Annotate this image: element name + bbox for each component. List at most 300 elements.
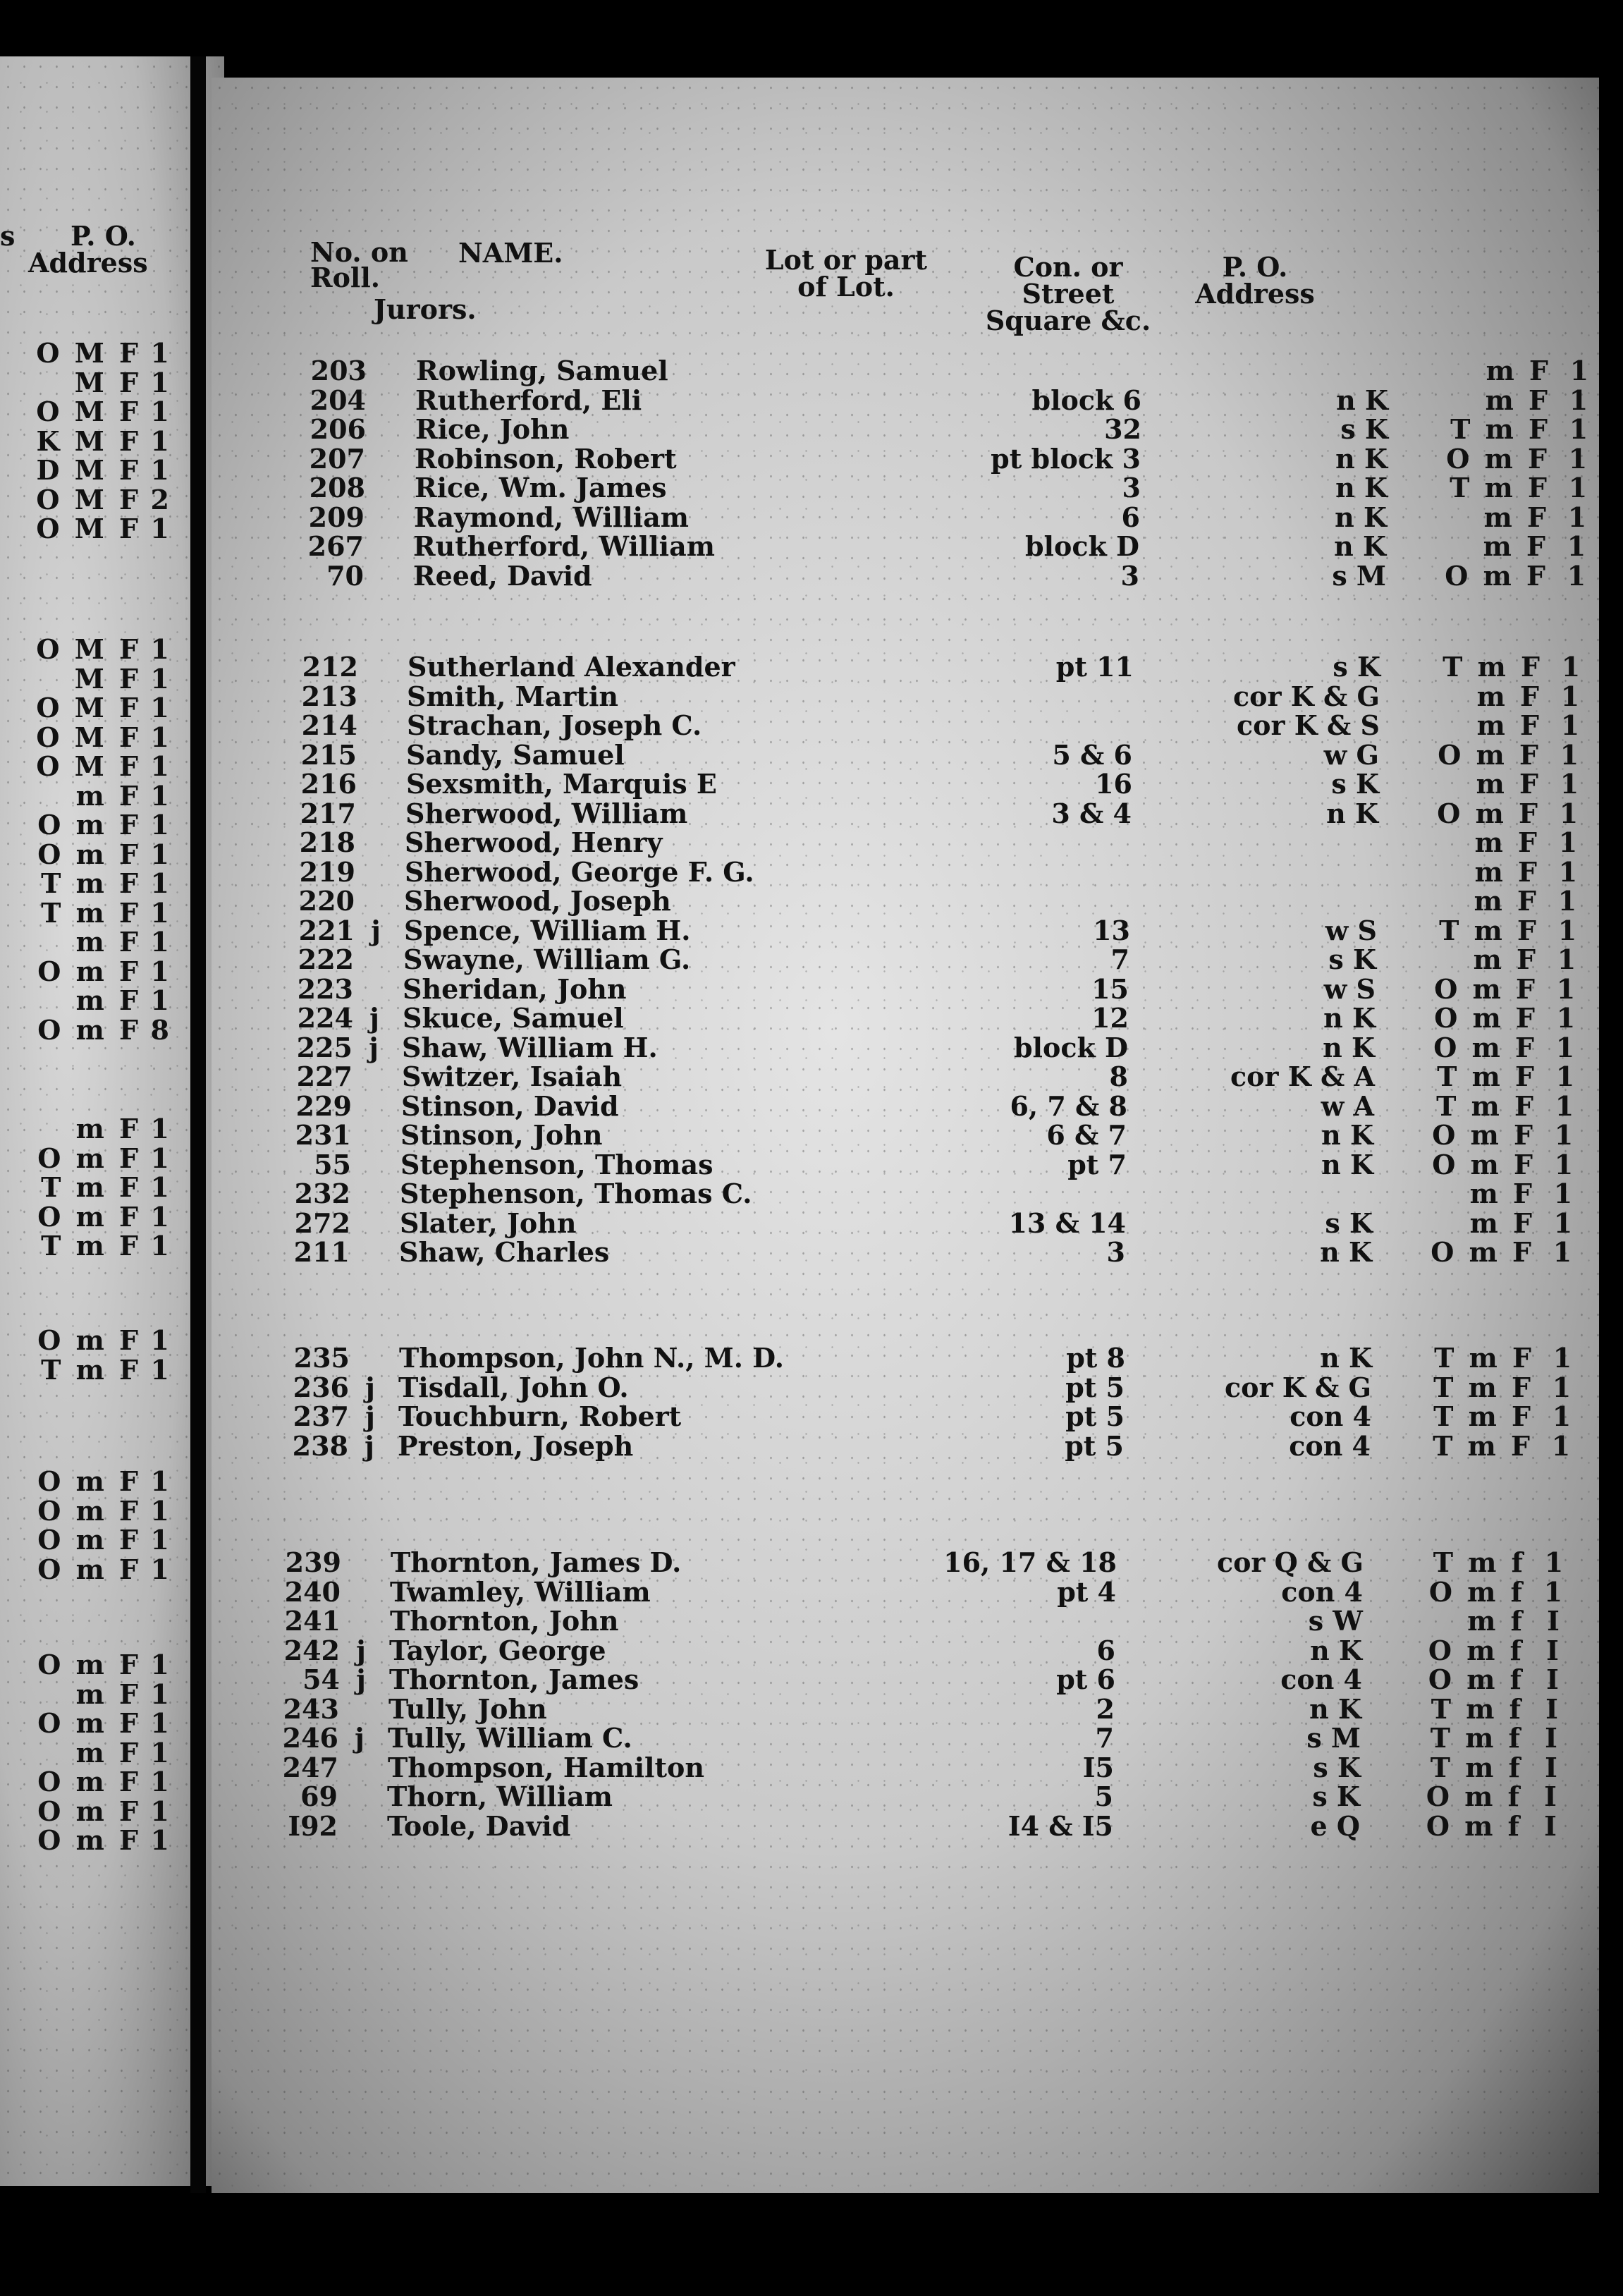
name: Toole, David [387,1809,571,1842]
roll-number: 204 [310,384,366,416]
lot: pt 11 [1055,651,1134,683]
qualification-codes: O m F [1434,1002,1538,1034]
po-address: 1 [150,366,169,398]
qualification-codes: O m f [1428,1575,1525,1608]
po-address: 1 [150,1353,169,1386]
left-register-row [0,898,212,928]
po-address: 1 [150,1707,169,1739]
qualification-codes: O m F [37,1524,141,1556]
qualification-codes: O M F [36,692,141,723]
register-row [212,1373,1581,1403]
po-address: 1 [150,396,169,427]
register-row [212,857,1588,887]
left-register-row [0,810,212,840]
po-address: 1 [1552,1400,1572,1432]
left-register-row [0,1496,212,1526]
left-register-row [0,723,212,752]
qualification-codes: O m F [37,1200,141,1233]
name: Rowling, Samuel [416,355,668,386]
register-row [212,972,1586,1005]
qualification-codes: O m F [37,1824,141,1856]
qualification-codes: O m F [37,1324,141,1356]
left-header-col1: s [0,220,16,252]
qualification-codes: m F [1476,768,1541,800]
qualification-codes: O M F [36,337,141,369]
name: Rutherford, William [413,530,715,562]
qualification-codes: m F [75,1736,141,1769]
roll-number: 208 [309,472,365,503]
name: Thompson, Hamilton [388,1751,704,1783]
po-address: 1 [150,1230,169,1262]
qualification-codes: T m f [1430,1751,1523,1783]
left-register-row [0,1202,212,1232]
roll-number: 227 [296,1061,353,1092]
qualification-codes: m F [1483,530,1548,562]
roll-number: 220 [298,885,355,917]
name: Sherwood, Henry [405,826,663,858]
lot: 3 [1122,472,1141,503]
lot: 5 [1094,1781,1113,1812]
concession-street: cor Q & G [1216,1546,1364,1578]
qualification-codes: O m F [37,1649,141,1680]
qualification-codes: O m F [37,1494,141,1527]
qualification-codes: m F [75,984,141,1016]
qualification-codes: T m F [1437,1061,1537,1092]
roll-number: 237 [293,1400,349,1432]
roll-number: 214 [301,709,357,741]
po-address: 1 [150,454,169,486]
concession-street: n K [1326,797,1378,829]
qualification-codes: T m F [1439,914,1539,946]
name: Reed, David [413,559,592,592]
qualification-codes: O m F [1432,1148,1536,1180]
left-register-row [0,840,212,869]
po-address: 1 [150,1142,169,1174]
po-address: 1 [1555,1089,1574,1122]
qualification-codes: m F [1483,501,1549,533]
name: Sutherland Alexander [408,651,735,683]
juror-mark: j [365,1429,374,1462]
roll-number: 229 [295,1089,352,1122]
qualification-codes: O m F [37,809,141,841]
roll-number: 224 [297,1002,353,1034]
left-register-row [0,664,212,694]
register-row [212,444,1598,474]
po-address: 1 [150,750,169,782]
po-address: 1 [150,896,169,929]
name: Thornton, John [390,1605,619,1637]
left-register-row [0,427,212,456]
juror-mark: j [371,914,381,946]
po-address: 1 [1569,355,1589,386]
register-row [212,828,1588,857]
po-address: 1 [150,1171,169,1203]
po-address: 1 [150,1766,169,1797]
register-row [212,1431,1581,1461]
qualification-codes: T m F [1433,1429,1533,1462]
lot: 15 [1091,972,1129,1005]
register-row [212,1606,1573,1636]
lot: 3 & 4 [1051,797,1132,829]
po-address: 1 [1557,885,1577,917]
concession-street: n K [1323,1031,1375,1063]
qualification-codes: T m F [1433,1400,1533,1432]
qualification-codes: T m F [1436,1089,1536,1122]
po-address: 1 [150,1824,169,1856]
qualification-codes: O m f [1426,1781,1522,1812]
roll-number: 203 [310,355,367,386]
qualification-codes: T m F [41,867,141,899]
register-row [212,1150,1584,1180]
name: Skuce, Samuel [403,1002,624,1034]
register-row [212,711,1590,740]
left-register-row [0,781,212,811]
po-address: 1 [1543,1575,1563,1608]
roll-number: 243 [283,1692,339,1725]
left-register-row [0,693,212,723]
page-gutter [190,56,206,2193]
po-address: 1 [150,1678,169,1710]
left-register-row [0,927,212,957]
po-address: 1 [150,1553,169,1585]
roll-number: 232 [294,1178,350,1209]
lot: block 6 [1031,384,1141,416]
name: Switzer, Isaiah [402,1061,623,1092]
po-address: 1 [1556,1002,1576,1034]
concession-street: con 4 [1289,1429,1371,1462]
register-row [212,799,1588,829]
concession-street: s K [1325,1207,1373,1239]
po-address: I [1545,1722,1557,1754]
lot: 3 [1120,559,1139,592]
name: Rice, John [415,413,570,445]
lot: pt 5 [1065,1371,1125,1403]
name: Slater, John [400,1207,577,1239]
lot: 6 [1121,501,1140,533]
name: Thompson, John N., M. D. [399,1342,785,1374]
po-address: 1 [1552,1371,1572,1403]
left-header-address: Address [28,247,148,279]
po-address: 1 [150,955,169,987]
name: Robinson, Robert [415,442,677,475]
register-row [212,1636,1572,1666]
lot: 7 [1095,1722,1114,1754]
lot: pt 5 [1065,1400,1125,1432]
roll-number: 211 [293,1236,350,1268]
lot: 16, 17 & 18 [943,1546,1117,1578]
po-address: I [1545,1751,1557,1783]
qualification-codes: O M F [36,396,141,427]
qualification-codes: m F [1474,855,1540,888]
name: Thornton, James [389,1663,639,1695]
juror-mark: j [356,1634,366,1666]
po-address: I [1544,1809,1557,1842]
qualification-codes: O m F [1431,1236,1534,1268]
concession-street: n K [1335,442,1388,475]
qualification-codes: T m F [41,1230,141,1262]
register-row [212,916,1587,946]
register-row [212,415,1598,444]
left-register-row [0,1826,212,1855]
name: Tully, John [388,1692,547,1725]
po-address: 1 [1567,530,1586,562]
register-row [212,473,1598,503]
name: Rice, Wm. James [415,472,667,503]
po-address: 1 [1568,442,1588,475]
qualification-codes: O m F [1446,442,1550,475]
concession-street: w S [1325,914,1377,946]
po-address: 1 [1567,501,1587,533]
qualification-codes: O m F [1445,559,1548,592]
po-address: 1 [1556,972,1576,1005]
left-register-row [0,1767,212,1797]
po-address: 1 [1558,826,1578,858]
roll-number: 267 [307,530,364,562]
qualification-codes: T m f [1433,1546,1526,1578]
po-address: 1 [1560,768,1579,800]
name: Strachan, Joseph C. [407,709,702,741]
po-address: 1 [1553,1207,1573,1239]
po-address: 1 [1553,1178,1573,1209]
left-register-row [0,986,212,1015]
concession-street: s K [1340,413,1388,445]
roll-number: 207 [309,442,365,475]
po-address: 1 [1557,914,1577,946]
left-register-row [0,1173,212,1202]
po-address: 1 [1558,855,1578,888]
register-row [212,682,1590,712]
concession-street: s K [1331,768,1379,800]
lot: 6, 7 & 8 [1010,1089,1127,1122]
roll-number: 236 [293,1371,349,1403]
po-address: 1 [150,633,169,665]
lot: block D [1024,530,1139,562]
juror-mark: j [369,1031,379,1063]
qualification-codes: K M F [36,425,141,457]
qualification-codes: m F [75,1678,141,1710]
concession-street: cor K & A [1230,1061,1375,1092]
roll-number: 217 [300,797,356,829]
left-register-row [0,485,212,515]
left-register-row [0,1709,212,1738]
concession-street: s K [1312,1781,1360,1812]
po-address: 1 [150,1324,169,1356]
concession-street: cor K & G [1225,1371,1371,1403]
po-address: 1 [150,984,169,1016]
concession-street: n K [1334,530,1386,562]
left-register-row [0,1680,212,1709]
po-address: 1 [150,1649,169,1680]
name: Stephenson, Thomas [400,1148,713,1180]
concession-street: con 4 [1280,1663,1362,1695]
po-address: 1 [150,1795,169,1827]
register-row [212,1577,1573,1607]
roll-number: 219 [299,855,355,888]
lot: pt 7 [1067,1148,1127,1180]
roll-number: 223 [297,972,353,1005]
po-address: 1 [150,1113,169,1144]
name: Smith, Martin [407,680,619,712]
lot: 3 [1106,1236,1125,1268]
roll-number: 209 [308,501,365,533]
roll-number: 55 [314,1148,351,1180]
lot: 7 [1110,944,1129,975]
roll-number: I92 [288,1809,338,1842]
qualification-codes: O m F [37,1553,141,1585]
po-address: I [1545,1692,1558,1725]
left-register-row [0,368,212,398]
lot: 6 & 7 [1046,1119,1127,1151]
name: Rutherford, Eli [415,384,642,416]
qualification-codes: m F [1485,384,1550,416]
roll-number: 216 [300,768,357,800]
qualification-codes: T m F [1443,651,1543,683]
name: Sexsmith, Marquis E [406,768,717,800]
register-row [212,1402,1581,1431]
lot: pt 5 [1065,1429,1124,1462]
lot: 32 [1104,413,1141,445]
po-address: 1 [150,867,169,899]
qualification-codes: O m F [37,1795,141,1827]
po-address: 1 [1567,559,1586,592]
po-address: 1 [1554,1148,1574,1180]
qualification-codes: m F [1476,680,1542,712]
po-address: 1 [1560,738,1579,771]
qualification-codes: m F [1469,1207,1535,1239]
name: Twamley, William [390,1575,651,1608]
lot: pt 6 [1056,1663,1115,1695]
concession-street: n K [1335,501,1387,533]
roll-number: 239 [285,1546,341,1578]
qualification-codes: T m f [1430,1722,1523,1754]
po-address: 1 [1569,413,1588,445]
qualification-codes: O m F [1434,972,1538,1005]
po-address: 1 [1555,1061,1575,1092]
roll-number: 222 [298,944,354,975]
concession-street: w S [1323,972,1376,1005]
register-row [212,1723,1571,1753]
qualification-codes: T m F [1450,413,1550,445]
qualification-codes: M F [74,366,141,398]
register-row [212,1179,1583,1209]
qualification-codes: O M F [36,483,141,515]
concession-street: n K [1320,1236,1372,1268]
juror-mark: j [365,1400,375,1432]
concession-street: s W [1308,1605,1363,1637]
name: Spence, William H. [404,914,691,946]
header-po: P. O. Address [1195,251,1315,310]
concession-street: n K [1321,1148,1373,1180]
register-row [212,1343,1582,1373]
qualification-codes: O m F [1432,1119,1536,1151]
name: Thornton, James D. [391,1546,682,1578]
qualification-codes: m F [1469,1178,1535,1209]
lot: 13 & 14 [1008,1207,1126,1239]
po-address: 1 [150,809,169,841]
left-register-row [0,397,212,427]
roll-number: 221 [298,914,355,946]
qualification-codes: O m F [37,1013,141,1046]
po-address: 1 [1560,709,1580,741]
qualification-codes: O m F [37,955,141,987]
po-address: 2 [150,483,169,515]
roll-number: 242 [283,1634,340,1666]
qualification-codes: D M F [36,454,141,486]
po-address: 1 [150,1524,169,1556]
po-address: 1 [150,513,169,544]
concession-street: w G [1323,738,1379,771]
juror-mark: j [365,1371,375,1403]
roll-number: 246 [282,1722,338,1754]
concession-street: n K [1323,1002,1376,1034]
name: Sherwood, George F. G. [405,855,754,888]
left-header-po: P. O. [71,220,136,252]
lot: 8 [1109,1061,1128,1092]
lot: block D [1013,1031,1128,1063]
header-name: NAME. [458,237,563,269]
po-address: 1 [150,337,169,369]
lot: 16 [1095,768,1132,800]
qualification-codes: O m f [1428,1634,1524,1666]
concession-street: con 4 [1281,1575,1363,1608]
po-address: 1 [1559,797,1579,829]
qualification-codes: O m F [1438,738,1541,771]
qualification-codes: m f [1467,1605,1525,1637]
left-register-row [0,456,212,485]
register-row [212,945,1586,975]
name: Stephenson, Thomas C. [400,1178,752,1209]
register-row [212,1120,1584,1150]
left-register-row [0,1231,212,1261]
concession-street: con 4 [1290,1400,1371,1432]
po-address: 1 [1551,1429,1571,1462]
qualification-codes: O M F [36,633,141,665]
name: Raymond, William [414,501,689,533]
name: Tully, William C. [388,1722,632,1754]
po-address: 1 [1561,651,1581,683]
concession-street: s K [1313,1751,1361,1783]
roll-number: 69 [300,1781,338,1812]
juror-mark: j [369,1002,379,1034]
po-address: 1 [150,425,169,457]
concession-street: n K [1336,384,1388,416]
po-address: 1 [150,926,169,958]
left-register-row [0,1326,212,1355]
left-register-row [0,514,212,544]
concession-street: n K [1309,1692,1361,1725]
register-row [212,532,1596,561]
po-address: I [1546,1634,1559,1666]
qualification-codes: T m F [1450,472,1550,503]
roll-number: 272 [294,1207,350,1239]
qualification-codes: T m F [1434,1342,1534,1374]
register-row [212,1238,1582,1267]
left-register-row [0,1355,212,1385]
lot: 12 [1091,1002,1129,1034]
qualification-codes: m F [75,779,141,812]
concession-street: s M [1332,559,1386,592]
name: Sherwood, William [405,797,688,829]
concession-street: cor K & G [1233,680,1380,712]
roll-number: 235 [293,1342,350,1374]
left-register-row [0,752,212,781]
roll-number: 238 [292,1429,348,1462]
roll-number: 206 [310,413,366,445]
left-register-row [0,1555,212,1584]
concession-street: cor K & S [1237,709,1380,741]
lot: 13 [1093,914,1130,946]
qualification-codes: O m f [1426,1809,1522,1842]
